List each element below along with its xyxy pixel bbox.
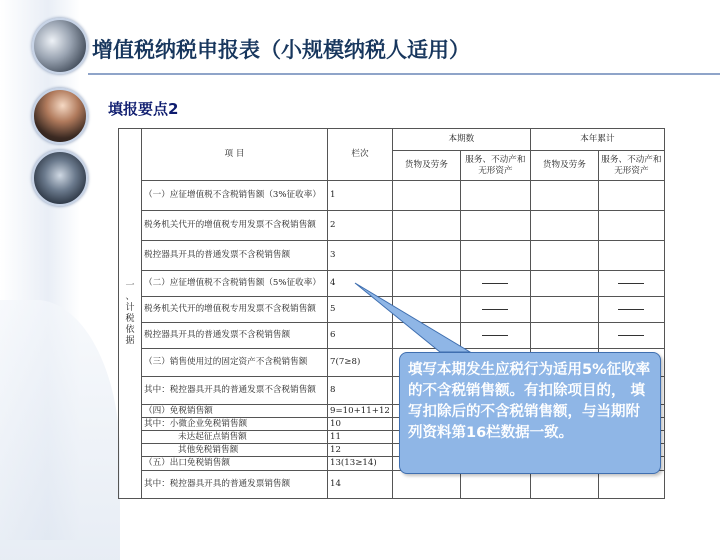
col-header-goods: 货物及劳务 — [392, 151, 460, 181]
row-label: 其中：税控器具开具的普通发票销售额 — [142, 471, 328, 499]
row-label: 未达起征点销售额 — [142, 431, 328, 444]
slide-title: 增值税纳税申报表（小规模纳税人适用） — [92, 38, 470, 62]
col-header-line: 栏次 — [328, 129, 393, 181]
row-label: （一）应征增值税不含税销售额（3%征收率） — [142, 181, 328, 211]
slide-subtitle: 填报要点2 — [108, 100, 179, 118]
row-label: 其中：小微企业免税销售额 — [142, 418, 328, 431]
col-header-goods: 货物及劳务 — [530, 151, 598, 181]
row-line-number: 9=10+11+12 — [328, 405, 393, 418]
row-line-number: 11 — [328, 431, 393, 444]
row-line-number: 2 — [328, 211, 393, 241]
row-line-number: 10 — [328, 418, 393, 431]
row-label: 税务机关代开的增值税专用发票不含税销售额 — [142, 211, 328, 241]
row-label: 税务机关代开的增值税专用发票不含税销售额 — [142, 297, 328, 323]
row-line-number: 7(7≥8) — [328, 349, 393, 377]
row-line-number: 3 — [328, 241, 393, 271]
col-header-services: 服务、不动产和无形资产 — [598, 151, 664, 181]
row-label: 其他免税销售额 — [142, 444, 328, 457]
row-line-number: 13(13≥14) — [328, 457, 393, 471]
row-line-number: 4 — [328, 271, 393, 297]
row-line-number: 1 — [328, 181, 393, 211]
row-label: 税控器具开具的普通发票不含税销售额 — [142, 323, 328, 349]
row-label: （三）销售使用过的固定资产不含税销售额 — [142, 349, 328, 377]
row-label: 税控器具开具的普通发票不含税销售额 — [142, 241, 328, 271]
row-label: 其中：税控器具开具的普通发票不含税销售额 — [142, 377, 328, 405]
col-header-services: 服务、不动产和无形资产 — [460, 151, 530, 181]
col-header-current-period: 本期数 — [392, 129, 530, 151]
callout-note: 填写本期发生应税行为适用5%征收率的不含税销售额。有扣除项目的， 填写扣除后的不含税销售额，与当期附列资料第16栏数据一致。 — [399, 352, 661, 474]
row-line-number: 12 — [328, 444, 393, 457]
row-line-number: 5 — [328, 297, 393, 323]
row-label: （五）出口免税销售额 — [142, 457, 328, 471]
row-label: （四）免税销售额 — [142, 405, 328, 418]
row-line-number: 14 — [328, 471, 393, 499]
row-line-number: 8 — [328, 377, 393, 405]
col-header-year-total: 本年累计 — [530, 129, 664, 151]
row-line-number: 6 — [328, 323, 393, 349]
row-label: （二）应征增值税不含税销售额（5%征收率） — [142, 271, 328, 297]
side-label-tax-basis: 一 、 计 税 依 据 — [119, 129, 142, 499]
col-header-item: 项 目 — [142, 129, 328, 181]
